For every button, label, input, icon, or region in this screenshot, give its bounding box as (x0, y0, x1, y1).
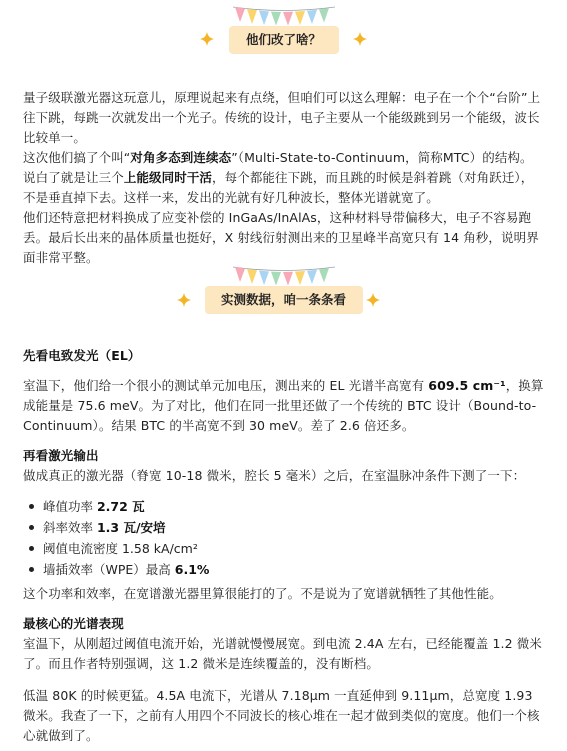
metric-label: 阈值电流密度 1.58 kA/cm² (43, 541, 198, 556)
el-heading-block (23, 346, 545, 366)
bunting-flags-icon (231, 264, 337, 286)
metric-label: 斜率效率 (43, 520, 97, 535)
section-banner-1 (0, 4, 567, 64)
paragraph: 这个功率和效率，在宽谱激光器里算很能打的了。不是说为了宽谱就牺牲了其他性能。 (23, 586, 502, 601)
section1-body (23, 88, 545, 268)
section-heading-measured-data: 实测数据，咱一条条看 (205, 286, 363, 314)
laser-block (23, 446, 545, 486)
subheading-el: 先看电致发光（EL） (23, 348, 141, 363)
bold-value: 609.5 cm⁻¹ (428, 378, 506, 393)
paragraph: 做成真正的激光器（脊宽 10-18 微米，腔长 5 毫米）之后，在室温脉冲条件下测了一下： (23, 468, 526, 483)
power-note-block (23, 584, 545, 604)
el-body (23, 376, 545, 436)
text-run: 这次他们搞了个叫“ (23, 150, 131, 165)
bold-term: 对角多态到连续态 (130, 150, 232, 165)
subheading-core-spectrum: 最核心的光谱表现 (23, 616, 124, 631)
list-item (23, 517, 545, 538)
bold-term: 上能级同时干活 (123, 170, 213, 185)
low-temp-block (23, 686, 545, 746)
laser-metrics-list (23, 496, 545, 580)
paragraph (23, 376, 545, 436)
text-run: ，换算成能量是 75.6 meV。为了对比，他们在同一批里还做了一个传统的 BTC 设计（Bound-to-Continuum）。结果 BTC 的半高宽不到 30 meV。差了 2.6 倍还多。 (23, 378, 544, 433)
subheading-laser: 再看激光输出 (23, 448, 99, 463)
text-run: 室温下，他们给一个很小的测试单元加电压，测出来的 EL 光谱半高宽有 (23, 378, 429, 393)
metric-value: 2.72 瓦 (96, 499, 145, 514)
paragraph: 量子级联激光器这玩意儿，原理说起来有点绕，但咱们可以这么理解：电子在一个个“台阶”上往下跳，每跳一次就发出一个光子。传统的设计，电子主要从一个能级跳到另一个能级，波长比较单一。 (23, 90, 541, 145)
list-item (23, 496, 545, 517)
paragraph: 他们还特意把材料换成了应变补偿的 InGaAs/InAlAs，这种材料导带偏移大，电子不容易跑丢。最后长出来的晶体质量也挺好，X 射线衍射测出来的卫星峰半高宽只有 14 角秒，说明界面非常平整。 (23, 210, 539, 265)
text-run: ，每个都能往下跳，而且跳的时候是斜着跳（对角跃迁），不是垂直掉下去。这样一来，发出的光就有好几种波长，整体光谱就宽了。 (23, 170, 534, 205)
paragraph (23, 148, 545, 208)
text-run: ”（Multi-State-to-Continuum，简称MTC）的结构。说白了就是让三个 (23, 150, 533, 185)
section-heading-what-changed: 他们改了啥？ (229, 26, 339, 54)
section-banner-2 (0, 264, 567, 324)
sparkle-icon (353, 32, 367, 46)
sparkle-icon (200, 32, 214, 46)
sparkle-icon (366, 293, 380, 307)
paragraph: 室温下，从刚超过阈值电流开始，光谱就慢慢展宽。到电流 2.4A 左右，已经能覆盖 1.2 微米了。而且作者特别强调，这 1.2 微米是连续覆盖的，没有断档。 (23, 636, 542, 671)
metric-value: 6.1% (174, 562, 210, 577)
metric-label: 墙插效率（WPE）最高 (43, 562, 175, 577)
core-spectrum-block (23, 614, 545, 674)
paragraph: 低温 80K 的时候更猛。4.5A 电流下，光谱从 7.18μm 一直延伸到 9.11μm，总宽度 1.93 微米。我查了一下，之前有人用四个不同波长的核心堆在一起才做到类似的宽度。他们一个核心就做到了。 (23, 688, 540, 743)
metric-label: 峰值功率 (43, 499, 97, 514)
metric-value: 1.3 瓦/安培 (96, 520, 166, 535)
sparkle-icon (177, 293, 191, 307)
list-item (23, 559, 545, 580)
list-item (23, 538, 545, 559)
bunting-flags-icon (231, 4, 337, 26)
